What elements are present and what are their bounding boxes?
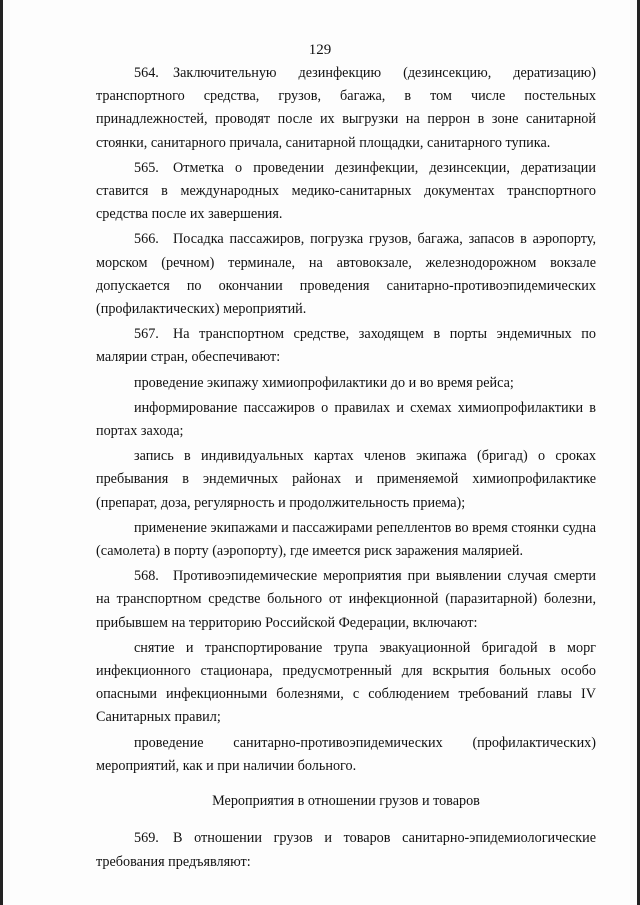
- paragraph-566: 566. Посадка пассажиров, погрузка грузов, багажа, запасов в аэропорту, морском (речном) терминале, на автовокзале, железнодорожном вокзале допускается по окончании проведения санитарно-противоэпидемических (профилактических) мероприятий.: [96, 231, 596, 318]
- list-item-crew-records: запись в индивидуальных картах членов экипажа (бригад) о сроках пребывания в эндемичных районах и применяемой химиопрофилактике (препарат, доза, регулярность и продолжительность приема);: [96, 448, 596, 511]
- paragraph-564: 564. Заключительную дезинфекцию (дезинсекцию, дератизацию) транспортного средства, грузов, багажа, в том числе постельных принадлежностей, проводят после их выгрузки на перрон в зоне санитарной стоянки, санитарного причала, санитарной площадки, санитарного тупика.: [96, 65, 596, 151]
- page-number: 129: [308, 42, 332, 58]
- scan-left-edge: [0, 0, 3, 905]
- section-heading: Мероприятия в отношении грузов и товаров: [212, 793, 480, 810]
- list-item-chemoprophylaxis: проведение экипажу химиопрофилактики до и во время рейса;: [134, 374, 514, 391]
- paragraph-569: 569. В отношении грузов и товаров санитарно-эпидемиологические требования предъявляют:: [96, 830, 596, 870]
- document-body: [96, 62, 596, 876]
- list-item-informing-passengers: информирование пассажиров о правилах и схемах химиопрофилактики в портах захода;: [96, 399, 596, 440]
- paragraph-568: 568. Противоэпидемические мероприятия при выявлении случая смерти на транспортном средстве больного от инфекционной (паразитарной) болезни, прибывшем на территорию Российской Федерации, включают:: [96, 568, 596, 631]
- list-item-body-transport: снятие и транспортирование трупа эвакуационной бригадой в морг инфекционного стационара, предусмотренный для вскрытия больных особо опасными инфекционными болезнями, с соблюдением требований главы IV Санитарных правил;: [96, 639, 596, 726]
- list-item-repellents: применение экипажами и пассажирами репеллентов во время стоянки судна (самолета) в порту (аэропорту), где имеется риск заражения малярией.: [96, 519, 596, 560]
- list-item-sanitary-measures: проведение санитарно-противоэпидемических (профилактических) мероприятий, как и при наличии больного.: [96, 734, 596, 774]
- paragraph-565: 565. Отметка о проведении дезинфекции, дезинсекции, дератизации ставится в международных медико-санитарных документах транспортного средства после их завершения.: [96, 159, 596, 223]
- paragraph-567: 567. На транспортном средстве, заходящем в порты эндемичных по малярии стран, обеспечивают:: [96, 326, 596, 366]
